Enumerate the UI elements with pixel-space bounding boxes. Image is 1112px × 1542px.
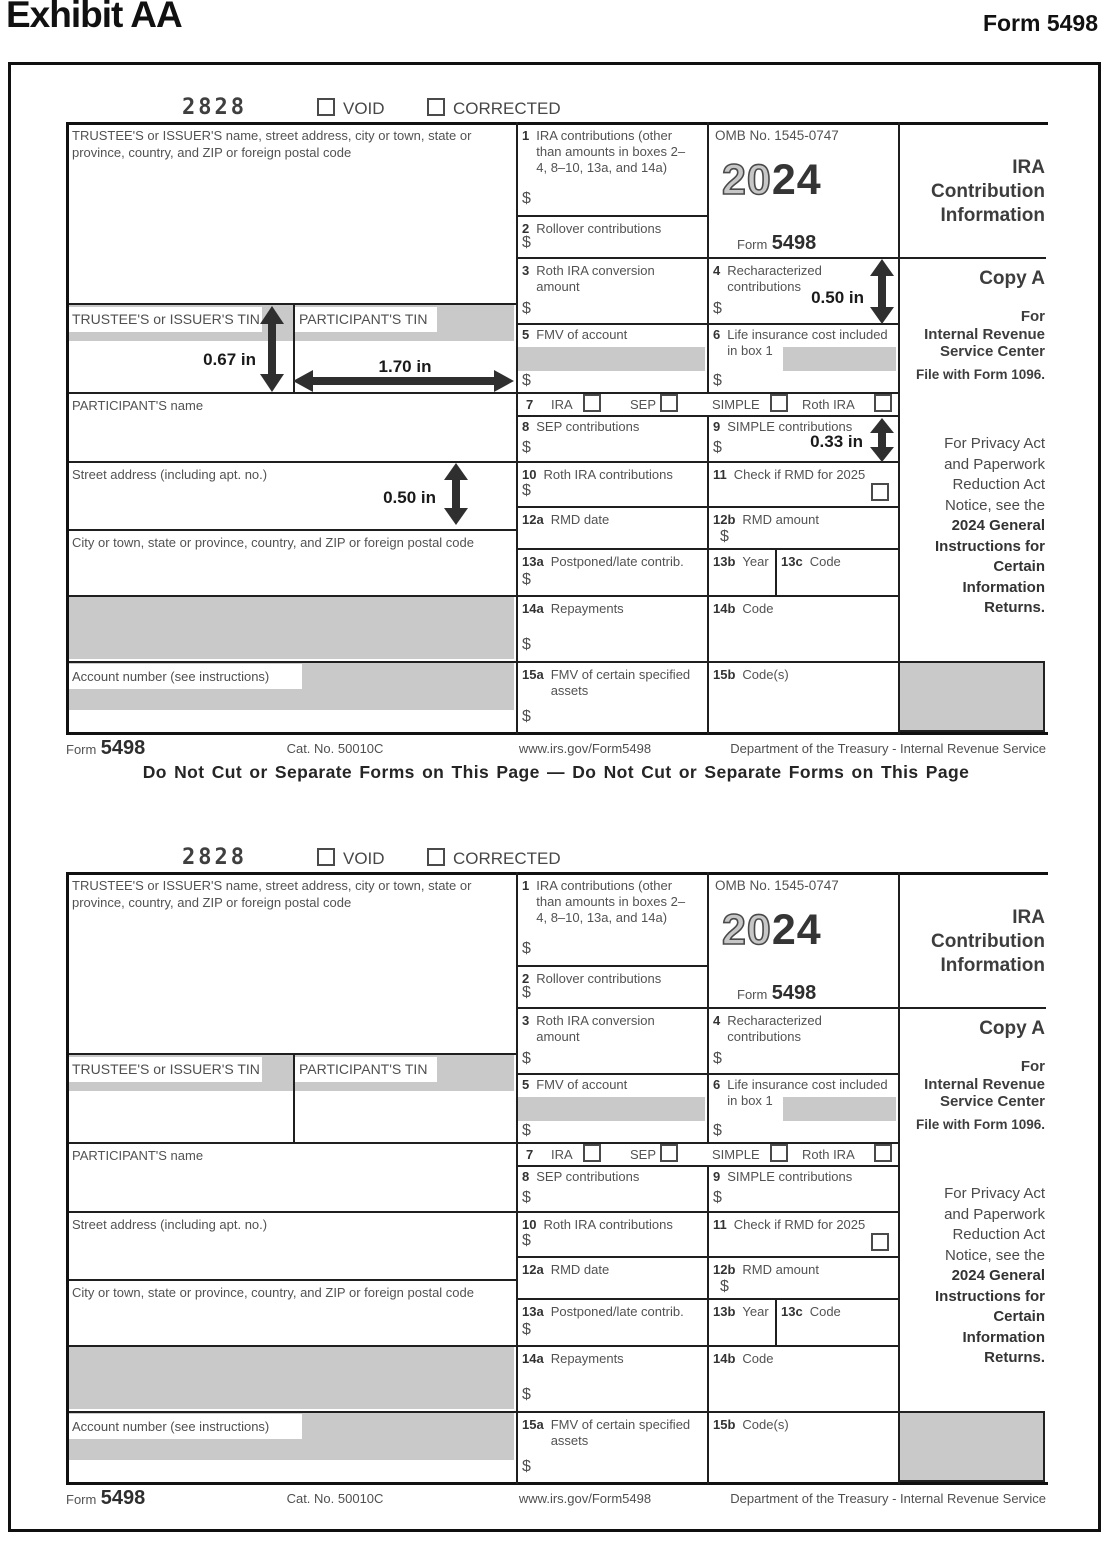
grid-line: [516, 257, 1046, 259]
trustee-tin-label: TRUSTEE'S or ISSUER'S TIN: [68, 1057, 262, 1082]
privacy-notice: For Privacy Act and Paperwork Reduction Act Notice, see the 2024 General Instructions for Certain Information Returns.: [934, 1185, 1045, 1366]
box6-label: 6 Life insurance cost included in box 1: [713, 327, 888, 358]
exhibit-title: Exhibit AA: [6, 0, 182, 35]
box1-dollar: $: [522, 190, 531, 207]
box6-dollar: $: [713, 1122, 722, 1139]
trustee-tin-label: TRUSTEE'S or ISSUER'S TIN: [68, 307, 262, 332]
grid-line: [66, 303, 516, 305]
box9-height-label: 0.33 in: [810, 432, 863, 451]
grid-line: [707, 122, 709, 394]
grid-line: [66, 872, 69, 1485]
sep-checkbox[interactable]: [660, 1144, 678, 1162]
grid-line: [66, 872, 1048, 875]
form-word: Form: [737, 987, 768, 1002]
right-column-shaded-box: [898, 1411, 1045, 1482]
tin-height-arrow: [259, 306, 285, 392]
box15b-label: 15b Code(s): [713, 667, 789, 682]
roth-ira-checkbox[interactable]: [874, 1144, 892, 1162]
box1-dollar: $: [522, 940, 531, 957]
box10-label: 10 Roth IRA contributions: [522, 1217, 673, 1232]
grid-line: [707, 872, 709, 1144]
box1-label: [522, 128, 694, 176]
grid-line: [66, 461, 898, 463]
box-number: 1: [522, 128, 530, 143]
box-text: IRA contributions (other than amounts in boxes 2–4, 8–10, 13a, and 14a): [536, 128, 686, 175]
corrected-checkbox[interactable]: [427, 98, 445, 116]
box8-dollar: $: [522, 1189, 531, 1206]
box7-number: 7: [526, 1147, 534, 1162]
box13a-label: 13a Postponed/late contrib.: [522, 1304, 684, 1319]
trustee-block-label: TRUSTEE'S or ISSUER'S name, street address, city or town, state or province, country, and ZIP or foreign postal code: [72, 128, 472, 160]
form-number-block: [737, 232, 816, 255]
box7-option-rothira: Roth IRA: [802, 1147, 855, 1162]
box15a-label: 15a FMV of certain specified assets: [522, 1417, 691, 1448]
simple-checkbox[interactable]: [770, 394, 788, 412]
box6-label: 6 Life insurance cost included in box 1: [713, 1077, 888, 1108]
for-irs-center: For Internal Revenue Service Center: [924, 308, 1045, 360]
box4-height-arrow: [869, 259, 895, 324]
year-outline: 20: [722, 156, 772, 204]
grid-line: [66, 1482, 1048, 1485]
box4-dollar: $: [713, 300, 722, 317]
box12a-label: 12a RMD date: [522, 1262, 610, 1277]
box3-label: 3 Roth IRA conversion amount: [522, 263, 655, 294]
box7-option-rothira: Roth IRA: [802, 397, 855, 412]
box1-label: [522, 878, 694, 926]
form-number: 5498: [771, 232, 817, 254]
participant-tin-label: PARTICIPANT'S TIN: [295, 1057, 437, 1082]
box5-dollar: $: [522, 1122, 531, 1139]
street-address-label: Street address (including apt. no.): [72, 1217, 268, 1232]
box7-option-sep: SEP: [630, 397, 657, 412]
treasury-label: Department of the Treasury - Internal Revenue Service: [730, 741, 1046, 756]
tin-width-label: 1.70 in: [378, 357, 432, 376]
omb-number: OMB No. 1545-0747: [715, 878, 839, 893]
form-copy-1: [0, 62, 1112, 762]
box7-number: 7: [526, 397, 534, 412]
box12b-label: 12b RMD amount: [713, 1262, 819, 1277]
box13a-dollar: $: [522, 571, 531, 588]
box12b-dollar: $: [720, 1278, 729, 1295]
box15a-dollar: $: [522, 1458, 531, 1475]
box13c-label: 13c Code: [781, 554, 841, 569]
box5-label: 5 FMV of account: [522, 327, 628, 342]
trustee-block-label: TRUSTEE'S or ISSUER'S name, street address, city or town, state or province, country, and ZIP or foreign postal code: [72, 878, 472, 910]
tax-year: [722, 906, 822, 955]
box15a-dollar: $: [522, 708, 531, 725]
box14a-dollar: $: [522, 636, 531, 653]
box15a-label: 15a FMV of certain specified assets: [522, 667, 691, 698]
tin-height-label: 0.67 in: [203, 350, 256, 369]
void-label: VOID: [343, 849, 385, 868]
void-checkbox[interactable]: [317, 848, 335, 866]
box2-dollar: $: [522, 234, 531, 251]
box9-height-arrow: [869, 418, 895, 462]
grid-line: [66, 122, 1048, 125]
grid-line: [66, 122, 69, 735]
do-not-cut-banner: Do Not Cut or Separate Forms on This Page — Do Not Cut or Separate Forms on This Page: [142, 762, 970, 782]
catalog-number: Cat. No. 50010C: [286, 741, 384, 756]
box12b-dollar: $: [720, 528, 729, 545]
box5-dollar: $: [522, 372, 531, 389]
grid-line: [775, 1298, 777, 1347]
box14a-dollar: $: [522, 1386, 531, 1403]
box8-label: 8 SEP contributions: [522, 1169, 640, 1184]
grid-line: [66, 529, 516, 531]
form-copy-2: [0, 812, 1112, 1512]
box7-option-sep: SEP: [630, 1147, 657, 1162]
participant-name-label: PARTICIPANT'S name: [72, 398, 204, 413]
grid-line: [707, 1165, 709, 1484]
box9-dollar: $: [713, 1189, 722, 1206]
box3-dollar: $: [522, 300, 531, 317]
form-title: IRA Contribution Information: [931, 907, 1045, 976]
irs-url[interactable]: www.irs.gov/Form5498: [518, 741, 652, 756]
participant-tin-label: PARTICIPANT'S TIN: [295, 307, 437, 332]
grid-line: [66, 1411, 898, 1413]
box13b-label: 13b Year: [713, 1304, 769, 1319]
box7-option-simple: SIMPLE: [712, 1147, 760, 1162]
form-title: IRA Contribution Information: [931, 157, 1045, 226]
box7-option-ira: IRA: [551, 397, 573, 412]
box8-dollar: $: [522, 439, 531, 456]
box14b-label: 14b Code: [713, 1351, 774, 1366]
corrected-label: CORRECTED: [453, 99, 561, 118]
tax-year: [722, 156, 822, 205]
grid-line: [66, 1053, 516, 1055]
year-bold: 24: [771, 156, 822, 204]
box10-dollar: $: [522, 1232, 531, 1249]
participant-name-label: PARTICIPANT'S name: [72, 1148, 204, 1163]
box10-dollar: $: [522, 482, 531, 499]
corrected-label: CORRECTED: [453, 849, 561, 868]
box2-dollar: $: [522, 984, 531, 1001]
account-number-label: Account number (see instructions): [68, 664, 302, 689]
box2-label: 2 Rollover contributions: [522, 971, 662, 986]
box13c-label: 13c Code: [781, 1304, 841, 1319]
year-bold: 24: [771, 906, 822, 954]
grid-line: [516, 1007, 1046, 1009]
ira-checkbox[interactable]: [583, 394, 601, 412]
file-with-1096: File with Form 1096.: [915, 1117, 1045, 1132]
account-number-label: Account number (see instructions): [68, 1414, 302, 1439]
grid-line: [66, 661, 898, 663]
box2-label: 2 Rollover contributions: [522, 221, 662, 236]
box14b-label: 14b Code: [713, 601, 774, 616]
box13a-dollar: $: [522, 1321, 531, 1338]
grid-line: [516, 122, 518, 734]
grid-line: [516, 965, 707, 967]
box7-option-ira: IRA: [551, 1147, 573, 1162]
irs-url[interactable]: www.irs.gov/Form5498: [518, 1491, 652, 1506]
omb-number: OMB No. 1545-0747: [715, 128, 839, 143]
box14a-label: 14a Repayments: [522, 1351, 624, 1366]
file-with-1096: File with Form 1096.: [915, 367, 1045, 382]
footer-form-number: Form 5498: [66, 1487, 146, 1509]
grid-line: [293, 1053, 295, 1144]
grid-line: [66, 1279, 516, 1281]
box3-dollar: $: [522, 1050, 531, 1067]
print-control-code: 2828: [182, 95, 247, 120]
simple-checkbox[interactable]: [770, 1144, 788, 1162]
form-number: 5498: [771, 982, 817, 1004]
rmd-2025-checkbox[interactable]: [871, 483, 889, 501]
privacy-notice: For Privacy Act and Paperwork Reduction Act Notice, see the 2024 General Instructions for Certain Information Returns.: [934, 435, 1045, 616]
form-number-block: [737, 982, 816, 1005]
box7-option-simple: SIMPLE: [712, 397, 760, 412]
year-outline: 20: [722, 906, 772, 954]
city-label: City or town, state or province, country, and ZIP or foreign postal code: [72, 535, 474, 550]
blank-row-shading: [68, 597, 514, 659]
grid-line: [66, 1211, 898, 1213]
void-label: VOID: [343, 99, 385, 118]
box10-label: 10 Roth IRA contributions: [522, 467, 673, 482]
grid-line: [516, 215, 707, 217]
box-text: IRA contributions (other than amounts in boxes 2–4, 8–10, 13a, and 14a): [536, 878, 686, 925]
box12b-label: 12b RMD amount: [713, 512, 819, 527]
print-control-code: 2828: [182, 845, 247, 870]
street-height-label: 0.50 in: [383, 488, 436, 507]
grid-line: [707, 415, 709, 734]
street-height-arrow: [443, 463, 469, 525]
ira-checkbox[interactable]: [583, 1144, 601, 1162]
box4-label: 4 Recharacterized contributions: [713, 1013, 822, 1044]
box13b-label: 13b Year: [713, 554, 769, 569]
blank-row-shading: [68, 1347, 514, 1409]
sep-checkbox[interactable]: [660, 394, 678, 412]
form-reference: Form 5498: [982, 10, 1098, 36]
box4-height-label: 0.50 in: [811, 288, 864, 307]
catalog-number: Cat. No. 50010C: [286, 1491, 384, 1506]
box4-label: 4 Recharacterized contributions: [713, 263, 822, 294]
grid-line: [775, 548, 777, 597]
corrected-checkbox[interactable]: [427, 848, 445, 866]
box11-label: 11 Check if RMD for 2025: [713, 1217, 866, 1232]
grid-line: [516, 872, 518, 1484]
box-number: 1: [522, 878, 530, 893]
box12a-label: 12a RMD date: [522, 512, 610, 527]
box13a-label: 13a Postponed/late contrib.: [522, 554, 684, 569]
box3-label: 3 Roth IRA conversion amount: [522, 1013, 655, 1044]
box11-label: 11 Check if RMD for 2025: [713, 467, 866, 482]
box4-dollar: $: [713, 1050, 722, 1067]
copy-a-label: Copy A: [979, 1018, 1045, 1039]
box5-shading: [518, 1097, 705, 1121]
box15b-label: 15b Code(s): [713, 1417, 789, 1432]
box5-shading: [518, 347, 705, 371]
box14a-label: 14a Repayments: [522, 601, 624, 616]
box6-dollar: $: [713, 372, 722, 389]
box5-label: 5 FMV of account: [522, 1077, 628, 1092]
roth-ira-checkbox[interactable]: [874, 394, 892, 412]
box8-label: 8 SEP contributions: [522, 419, 640, 434]
grid-line: [66, 732, 1048, 735]
copy-a-label: Copy A: [979, 268, 1045, 289]
box9-label: 9 SIMPLE contributions: [713, 419, 853, 434]
right-column-shaded-box: [898, 661, 1045, 732]
for-irs-center: For Internal Revenue Service Center: [924, 1058, 1045, 1110]
rmd-2025-checkbox[interactable]: [871, 1233, 889, 1251]
box9-label: 9 SIMPLE contributions: [713, 1169, 853, 1184]
city-label: City or town, state or province, country, and ZIP or foreign postal code: [72, 1285, 474, 1300]
box9-dollar: $: [713, 439, 722, 456]
void-checkbox[interactable]: [317, 98, 335, 116]
grid-line: [66, 595, 898, 597]
form-word: Form: [737, 237, 768, 252]
footer-form-number: Form 5498: [66, 737, 146, 759]
street-address-label: Street address (including apt. no.): [72, 467, 268, 482]
grid-line: [66, 1345, 898, 1347]
treasury-label: Department of the Treasury - Internal Revenue Service: [730, 1491, 1046, 1506]
